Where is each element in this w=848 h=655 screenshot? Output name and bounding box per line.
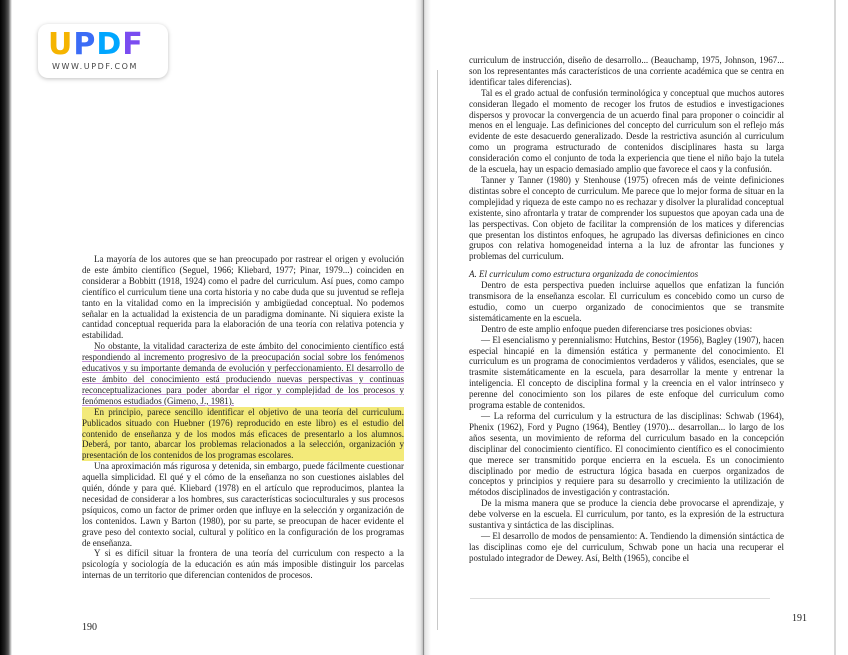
paragraph: curriculum de instrucción, diseño de desarrollo... (Beauchamp, 1975, Johnson, 1967... son los representantes más característicos de una corriente académica que se centra en identificar tales diferencias). — [469, 55, 784, 87]
spacer — [469, 262, 784, 269]
highlighted-paragraph: En principio, parece sencillo identificar el objetivo de una teoría del curriculum. Publicados situado con Huebner (1976) reproducido en este libro) es el estudio del contenido de enseñanza y de los modos más eficaces de presentarlo a los alumnos. Deberá, por tanto, abarcar los problemas relacionados a la selección, organización y presentación de los contenidos de los programas escolares. — [82, 406, 404, 461]
paragraph: Una aproximación más rigurosa y detenida, sin embargo, puede fácilmente cuestionar aquella simplicidad. El qué y el cómo de la enseñanza no son cuestiones aislables del quién, dónde y para qué. Kliebard (1978) en el artículo que reproducimos, plantea la necesidad de considerar a los hombres, sus características socioculturales y sus procesos psíquicos, como un factor de primer orden que influye en la selección y organización de los contenidos. Lawn y Barton (1980), por su parte, se preocupan de hacer evidente el grave peso del contexto social, cultural y político en la configuración de los programas de enseñanza. — [82, 461, 404, 548]
book-spine-shadow — [0, 0, 12, 655]
gutter-fold-line — [423, 0, 424, 655]
page-number-right: 191 — [792, 613, 807, 624]
updf-url: WWW.UPDF.COM — [52, 62, 139, 71]
paragraph: No obstante, la vitalidad caracteriza de este ámbito del conocimiento científico está respondiendo al incremento progresivo de la preocupación social sobre los fenómenos educativos y su importante demanda de evolución y perfeccionamiento. El desarrollo de este ámbito del conocimiento está produciendo nuevas perspectivas y continuas reconceptualizaciones para poder abordar el rigor y complejidad de los procesos y fenómenos estudiados (Gimeno, J., 1981). — [82, 341, 404, 406]
right-page-body — [469, 55, 784, 564]
paragraph: — El esencialismo y perennialismo: Hutchins, Bestor (1956), Bagley (1907), hacen especial hincapié en la dimensión estática y permanente del conocimiento. El curriculum es un programa de conocimientos verdaderos y válidos, esenciales, que se trasmite sistemáticamente en la escuela, para desarrollar la mente y entrenar la inteligencia. El concepto de disciplina formal y la creencia en el valor intrínseco y perenne del conocimiento son los pilares de este enfoque del curriculum como programa estable de contenidos. — [469, 334, 784, 411]
updf-wordmark: UPDF — [48, 27, 144, 62]
paragraph: — El desarrollo de modos de pensamiento: A. Tendiendo la dimensión sintáctica de las disciplinas como eje del curriculum, Schwab pone un hacia una recuperar el postulado integrador de Dewey. Así, Belth (1965), concibe el — [469, 530, 784, 563]
paragraph: Dentro de esta perspectiva pueden incluirse aquellos que enfatizan la función transmisora de la enseñanza escolar. El curriculum es concebido como un curso de estudio, como un cuerpo organizado de conocimientos que se transmite sistemáticamente en la escuela. — [469, 280, 784, 323]
paragraph: — La reforma del curriculum y la estructura de las disciplinas: Schwab (1964), Phenix (1962), Ford y Pugno (1964), Bentley (1970)... desarrollan... lo largo de los años sesenta, un movimiento de reforma del curriculum basado en la concepción disciplinar del conocimiento científico. El conocimiento científico es el conocimiento que merece ser transmitido porque encierra en la escuela. Es un conocimiento disciplinado por medio de estructura lógica basada en cuerpos organizados de conceptos y principios y requiere para su desarrollo y crecimiento la utilización de métodos disciplinados de investigación y contrastación. — [469, 411, 784, 498]
scan-hairline-bottom — [470, 598, 770, 599]
paragraph: Dentro de este amplio enfoque pueden diferenciarse tres posiciones obvias: — [481, 323, 753, 334]
paragraph: Tal es el grado actual de confusión terminológica y conceptual que muchos autores consideran llegado el momento de recoger los frutos de estudios e investigaciones dispersos y provocar la convergencia de un acuerdo final para proponer o coincidir al menos en el lenguaje. Las definiciones del concepto del curriculum son el reflejo más evidente de este desacuerdo generalizado. Desde la restrictiva asunción al curriculum como un programa estructurado de contenidos disciplinares hasta su larga consideración como el conjunto de toda la experiencia que tiene el niño bajo la tutela de la escuela, hay un espacio demasiado amplio que favorece el caos y la confusión. — [469, 87, 784, 175]
left-page-body — [82, 254, 404, 581]
paragraph: La mayoría de los autores que se han preocupado por rastrear el origen y evolución de este ámbito científico (Seguel, 1966; Kliebard, 1977; Pinar, 1979...) coinciden en considerar a Bobbitt (1918, 1924) como el padre del curriculum. Así pues, como campo científico el curriculum tiene una corta historia y no cabe duda que su juventud se refleja tanto en la vitalidad como en la imprecisión y ambigüedad conceptual. No podemos señalar en la actualidad la existencia de un paradigma dominante. Ni siquiera existe la cantidad conceptual requerida para la elaboración de una teoría con relativa potencia y estabilidad. — [82, 254, 404, 341]
scan-hairline — [437, 70, 438, 630]
paragraph: Y si es difícil situar la frontera de una teoría del curriculum con respecto a la psicología y sociología de la educación es aún más imposible distinguir los parcelas internas de un territorio que diferencian contenidos de procesos. — [82, 548, 404, 581]
updf-logo — [38, 24, 168, 78]
paragraph: Tanner y Tanner (1980) y Stenhouse (1975) ofrecen más de veinte definiciones distintas sobre el concepto de curriculum. Me parece que lo mejor forma de situar en la complejidad y riqueza de este campo no es rechazar y disolver la pluralidad conceptual existente, sino afrontarla y tratar de comprender los supuestos que apoyan cada una de las perspectivas. Con objeto de facilitar la comprensión de los matices y diferencias que presentan los distintos enfoques, he agrupado las diversas definiciones en cinco grupos con relativa homogeneidad interna a la luz de afrontar las funciones y problemas del curriculum. — [469, 174, 784, 262]
paragraph: De la misma manera que se produce la ciencia debe provocarse el aprendizaje, y debe volverse en la escuela. El curriculum, por tanto, es la expresión de la estructura sustantiva y sintáctica de las disciplinas. — [469, 498, 784, 531]
right-page-edge — [834, 0, 836, 655]
page-number-left: 190 — [82, 622, 97, 633]
section-heading: A. El curriculum como estructura organizada de conocimientos — [469, 269, 699, 280]
